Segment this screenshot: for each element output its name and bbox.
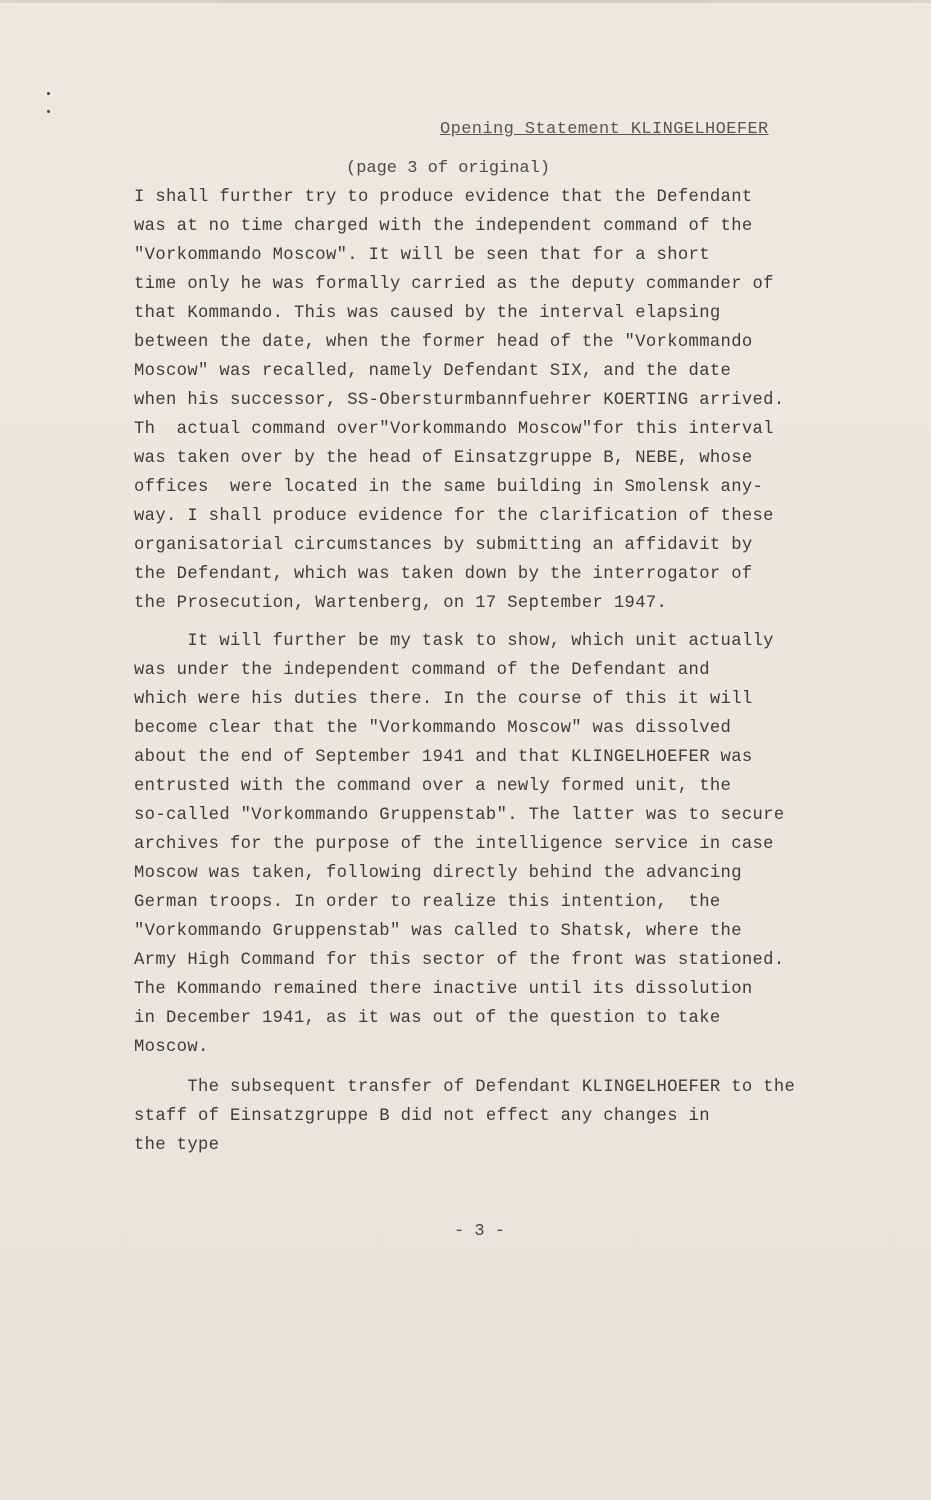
punch-mark — [47, 92, 50, 95]
paragraph: The subsequent transfer of Defendant KLINGELHOEFER to the staff of Einsatzgruppe B did not effect any changes in the type — [134, 1078, 796, 1155]
page-reference: (page 3 of original) — [346, 159, 551, 178]
page-top-edge — [0, 0, 931, 3]
page-number: - 3 - — [454, 1222, 506, 1241]
paragraph: It will further be my task to show, which unit actually was under the independent command of the Defendant and which were his duties there. In the course of this it will become clear that the "Vorkommando Moscow" was dissolved about the end of September 1941 and that KLINGELHOEFER was entrusted with the command over a newly formed unit, the so-called "Vorkommando Gruppenstab". The latter was to secure archives for the purpose of the intelligence service in case Moscow was taken, following directly behind the advancing German troops. In order to realize this intention, the "Vorkommando Gruppenstab" was called to Shatsk, where the Army High Command for this sector of the front was stationed. The Kommando remained there inactive until its dissolution in December 1941, as it was out of the question to take Moscow. — [134, 632, 785, 1057]
paragraph: I shall further try to produce evidence that the Defendant was at no time charged with the independent command of the "Vorkommando Moscow". It will be seen that for a short time only he was formally carried as the deputy commander of that Kommando. This was caused by the interval elapsing between the date, when the former head of the "Vorkommando Moscow" was recalled, namely Defendant SIX, and the date when his successor, SS-Obersturmbannfuehrer KOERTING arrived. Th actual command over"Vorkommando Moscow"for this interval was taken over by the head of Einsatzgruppe B, NEBE, whose offices were located in the same building in Smolensk any- way. I shall produce evidence for the clarification of these organisatorial circumstances by submitting an affidavit by the Defendant, which was taken down by the interrogator of the Prosecution, Wartenberg, on 17 September 1947. — [134, 188, 785, 613]
document-title: Opening Statement KLINGELHOEFER — [440, 120, 769, 139]
punch-mark — [47, 110, 50, 113]
